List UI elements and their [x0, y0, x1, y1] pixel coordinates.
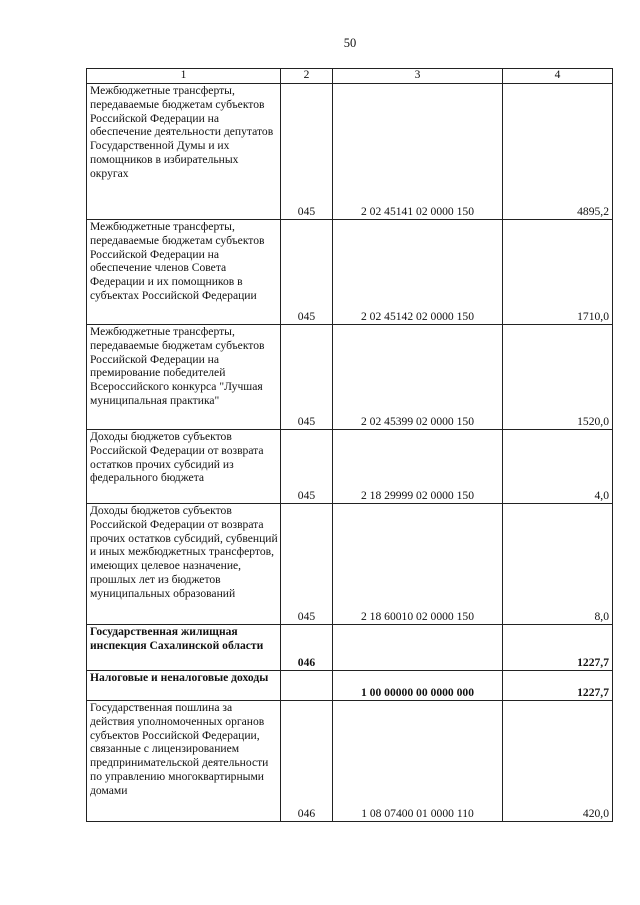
table-row: [87, 430, 613, 504]
row-sum-cell: 1710,0: [503, 220, 613, 325]
row-code-cell: 045: [281, 220, 333, 325]
column-header: 2: [281, 69, 333, 84]
row-sum-cell: 420,0: [503, 701, 613, 822]
budget-table: [86, 68, 613, 822]
row-code-cell: 045: [281, 430, 333, 504]
table-row: [87, 671, 613, 701]
row-kbk-cell: [333, 625, 503, 671]
table-row: [87, 625, 613, 671]
row-kbk-cell: 2 02 45399 02 0000 150: [333, 325, 503, 430]
row-name-cell: Межбюджетные трансферты, передаваемые бюджетам субъектов Российской Федерации на обеспечение деятельности депутатов Государственной Думы и их помощников в избирательных округах: [87, 84, 281, 220]
row-kbk-cell: 2 18 60010 02 0000 150: [333, 504, 503, 625]
row-code-cell: 046: [281, 625, 333, 671]
table-row: [87, 504, 613, 625]
table-row: [87, 325, 613, 430]
row-kbk-cell: 2 18 29999 02 0000 150: [333, 430, 503, 504]
row-name-cell: Межбюджетные трансферты, передаваемые бюджетам субъектов Российской Федерации на обеспечение членов Совета Федерации и их помощников в субъектах Российской Федерации: [87, 220, 281, 325]
row-name-cell: Доходы бюджетов субъектов Российской Федерации от возврата остатков прочих субсидий из федерального бюджета: [87, 430, 281, 504]
row-kbk-cell: 1 00 00000 00 0000 000: [333, 671, 503, 701]
row-sum-cell: 1227,7: [503, 625, 613, 671]
row-sum-cell: 4895,2: [503, 84, 613, 220]
row-code-cell: 045: [281, 504, 333, 625]
row-sum-cell: 1520,0: [503, 325, 613, 430]
table-header-row: [87, 69, 613, 84]
row-kbk-cell: 2 02 45142 02 0000 150: [333, 220, 503, 325]
column-header: 4: [503, 69, 613, 84]
row-name-cell: Налоговые и неналоговые доходы: [87, 671, 281, 701]
row-code-cell: 045: [281, 84, 333, 220]
row-sum-cell: 4,0: [503, 430, 613, 504]
column-header: 1: [87, 69, 281, 84]
row-code-cell: 045: [281, 325, 333, 430]
table-row: [87, 701, 613, 822]
row-kbk-cell: 2 02 45141 02 0000 150: [333, 84, 503, 220]
row-sum-cell: 1227,7: [503, 671, 613, 701]
row-name-cell: Межбюджетные трансферты, передаваемые бюджетам субъектов Российской Федерации на премирование победителей Всероссийского конкурса "Лучшая муниципальная практика": [87, 325, 281, 430]
row-code-cell: 046: [281, 701, 333, 822]
row-name-cell: Доходы бюджетов субъектов Российской Федерации от возврата прочих остатков субсидий, субвенций и иных межбюджетных трансфертов, имеющих целевое назначение, прошлых лет из бюджетов муниципальных образований: [87, 504, 281, 625]
row-sum-cell: 8,0: [503, 504, 613, 625]
row-kbk-cell: 1 08 07400 01 0000 110: [333, 701, 503, 822]
table-row: [87, 84, 613, 220]
column-header: 3: [333, 69, 503, 84]
page-number: 50: [343, 36, 357, 50]
row-code-cell: [281, 671, 333, 701]
table-row: [87, 220, 613, 325]
row-name-cell: Государственная пошлина за действия уполномоченных органов субъектов Российской Федерации, связанные с лицензированием предпринимательской деятельности по управлению многоквартирными домами: [87, 701, 281, 822]
row-name-cell: Государственная жилищная инспекция Сахалинской области: [87, 625, 281, 671]
